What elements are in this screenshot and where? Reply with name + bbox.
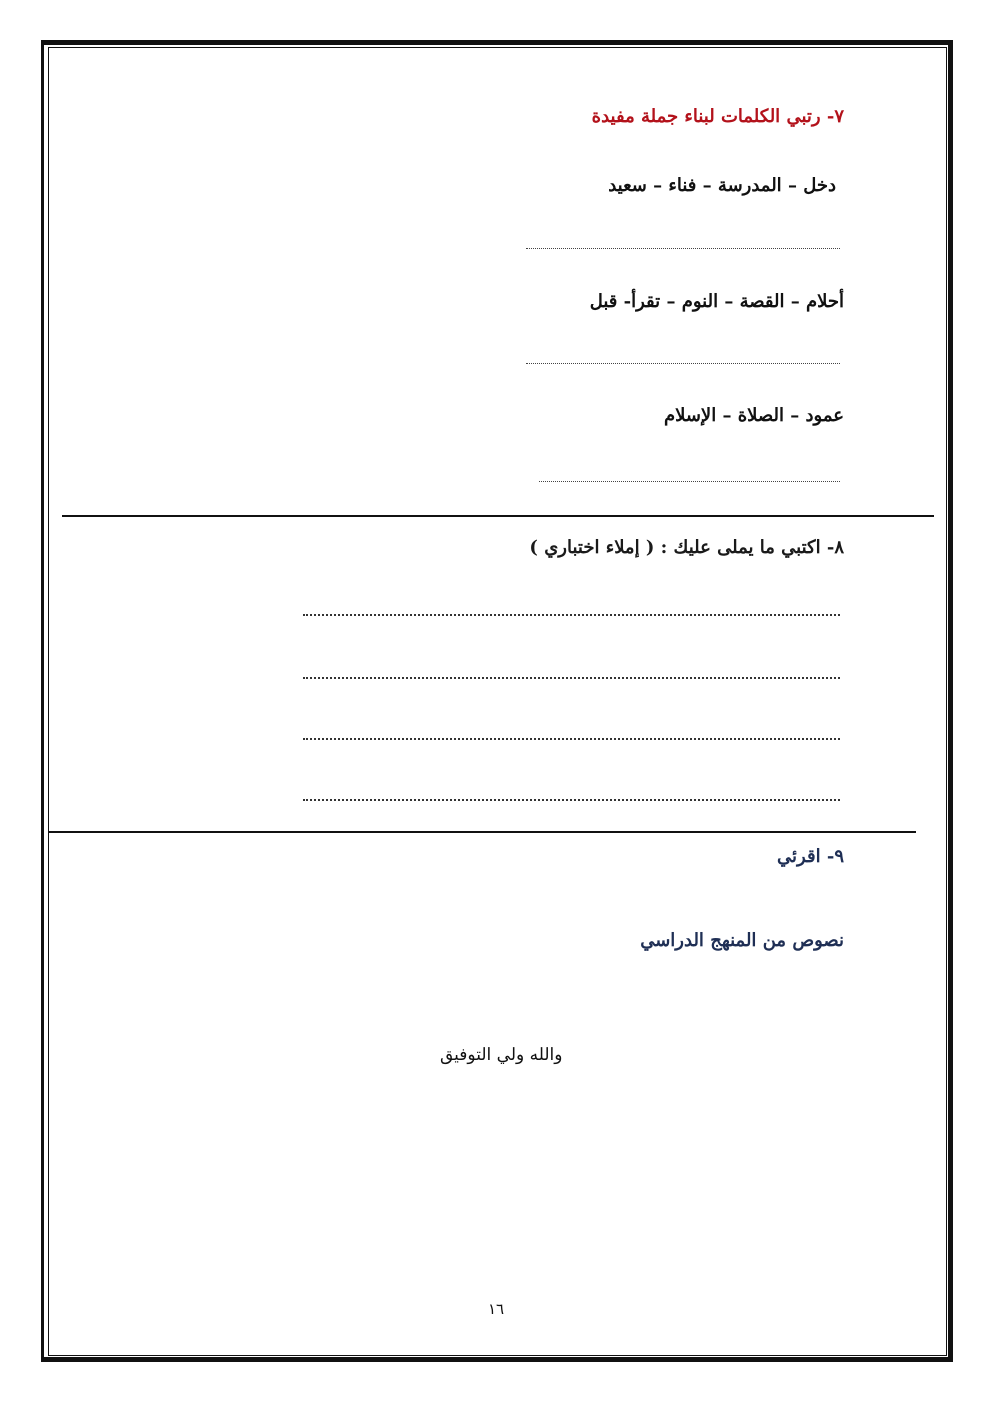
section-divider-2	[48, 831, 916, 833]
answer-line-1[interactable]	[526, 248, 840, 249]
dictation-line-3[interactable]	[303, 738, 840, 740]
answer-line-3[interactable]	[539, 481, 840, 482]
dictation-line-4[interactable]	[303, 799, 840, 801]
section-divider-1	[62, 515, 934, 517]
answer-line-2[interactable]	[526, 363, 840, 364]
q7-word-set-3: عمود – الصلاة – الإسلام	[663, 405, 844, 426]
q7-word-set-2: أحلام – القصة – النوم – تقرأ- قبل	[589, 291, 844, 312]
dictation-line-1[interactable]	[303, 614, 840, 616]
q7-heading: ٧- رتبي الكلمات لبناء جملة مفيدة	[591, 106, 844, 127]
q8-heading: ٨- اكتبي ما يملى عليك : ( إملاء اختباري )	[529, 537, 844, 558]
page-border-inner	[48, 47, 947, 1356]
dictation-line-2[interactable]	[303, 677, 840, 679]
q9-heading: ٩- اقرئي	[777, 846, 844, 867]
closing-phrase: والله ولي التوفيق	[440, 1045, 563, 1065]
q7-word-set-1: دخل – المدرسة – فناء – سعيد	[608, 175, 836, 196]
page-number: ١٦	[488, 1300, 505, 1318]
q9-subtitle: نصوص من المنهج الدراسي	[640, 930, 844, 951]
